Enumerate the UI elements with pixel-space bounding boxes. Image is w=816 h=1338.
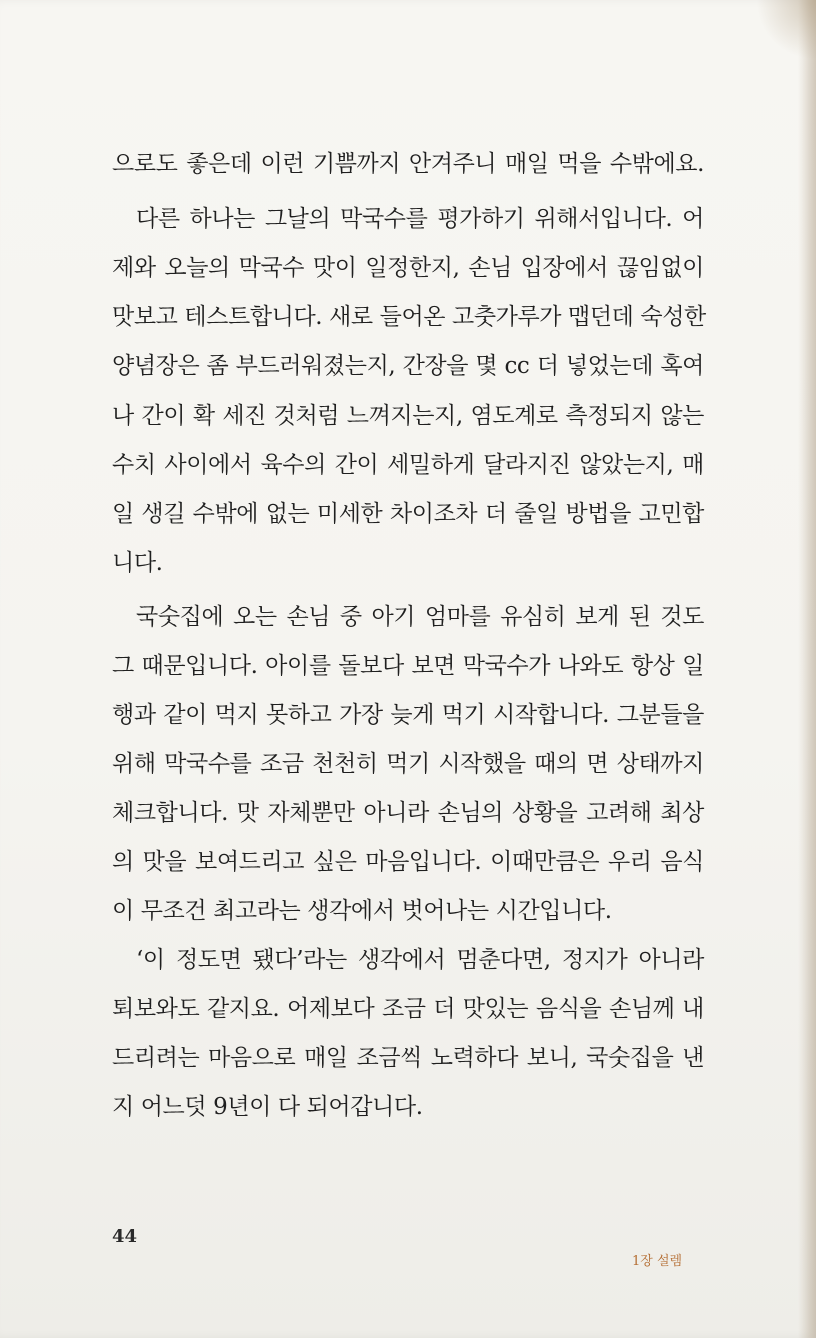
page-edge-shadow [798, 0, 816, 1338]
body-text-line: 맛보고 테스트합니다. 새로 들어온 고춧가루가 맵던데 숙성한 [112, 304, 706, 330]
body-text-line: 체크합니다. 맛 자체뿐만 아니라 손님의 상황을 고려해 최상 [112, 800, 704, 826]
chapter-title: 1장 설렘 [632, 1254, 683, 1269]
body-text-line: 이 무조건 최고라는 생각에서 벗어나는 시간입니다. [112, 898, 612, 924]
page-corner-shade [756, 0, 816, 60]
body-text-line: 행과 같이 먹지 못하고 가장 늦게 먹기 시작합니다. 그분들을 [112, 702, 704, 728]
body-text-line: 다른 하나는 그날의 막국수를 평가하기 위해서입니다. 어 [136, 206, 704, 232]
body-text-line: 의 맛을 보여드리고 싶은 마음입니다. 이때만큼은 우리 음식 [112, 849, 704, 875]
body-text-line: 으로도 좋은데 이런 기쁨까지 안겨주니 매일 먹을 수밖에요. [112, 151, 704, 177]
body-text-line: 나 간이 확 세진 것처럼 느껴지는지, 염도계로 측정되지 않는 [112, 403, 704, 429]
body-text-line: 양념장은 좀 부드러워졌는지, 간장을 몇 cc 더 넣었는데 혹여 [112, 353, 704, 379]
body-text-line: ‘이 정도면 됐다’라는 생각에서 멈춘다면, 정지가 아니라 [136, 947, 704, 973]
body-text-line: 드리려는 마음으로 매일 조금씩 노력하다 보니, 국숫집을 낸 [112, 1045, 704, 1071]
body-text-line: 퇴보와도 같지요. 어제보다 조금 더 맛있는 음식을 손님께 내 [112, 996, 704, 1022]
body-text-line: 위해 막국수를 조금 천천히 먹기 시작했을 때의 면 상태까지 [112, 751, 704, 777]
body-text-line: 제와 오늘의 막국수 맛이 일정한지, 손님 입장에서 끊임없이 [112, 255, 704, 281]
body-text-line: 일 생길 수밖에 없는 미세한 차이조차 더 줄일 방법을 고민합 [112, 501, 704, 527]
body-text-line: 그 때문입니다. 아이를 돌보다 보면 막국수가 나와도 항상 일 [112, 653, 704, 679]
body-text-line: 지 어느덧 9년이 다 되어갑니다. [112, 1094, 423, 1120]
body-text-line: 수치 사이에서 육수의 간이 세밀하게 달라지진 않았는지, 매 [112, 452, 704, 478]
body-text-line: 국숫집에 오는 손님 중 아기 엄마를 유심히 보게 된 것도 [136, 604, 704, 630]
page-number: 44 [112, 1226, 138, 1247]
body-text-line: 니다. [112, 550, 163, 576]
